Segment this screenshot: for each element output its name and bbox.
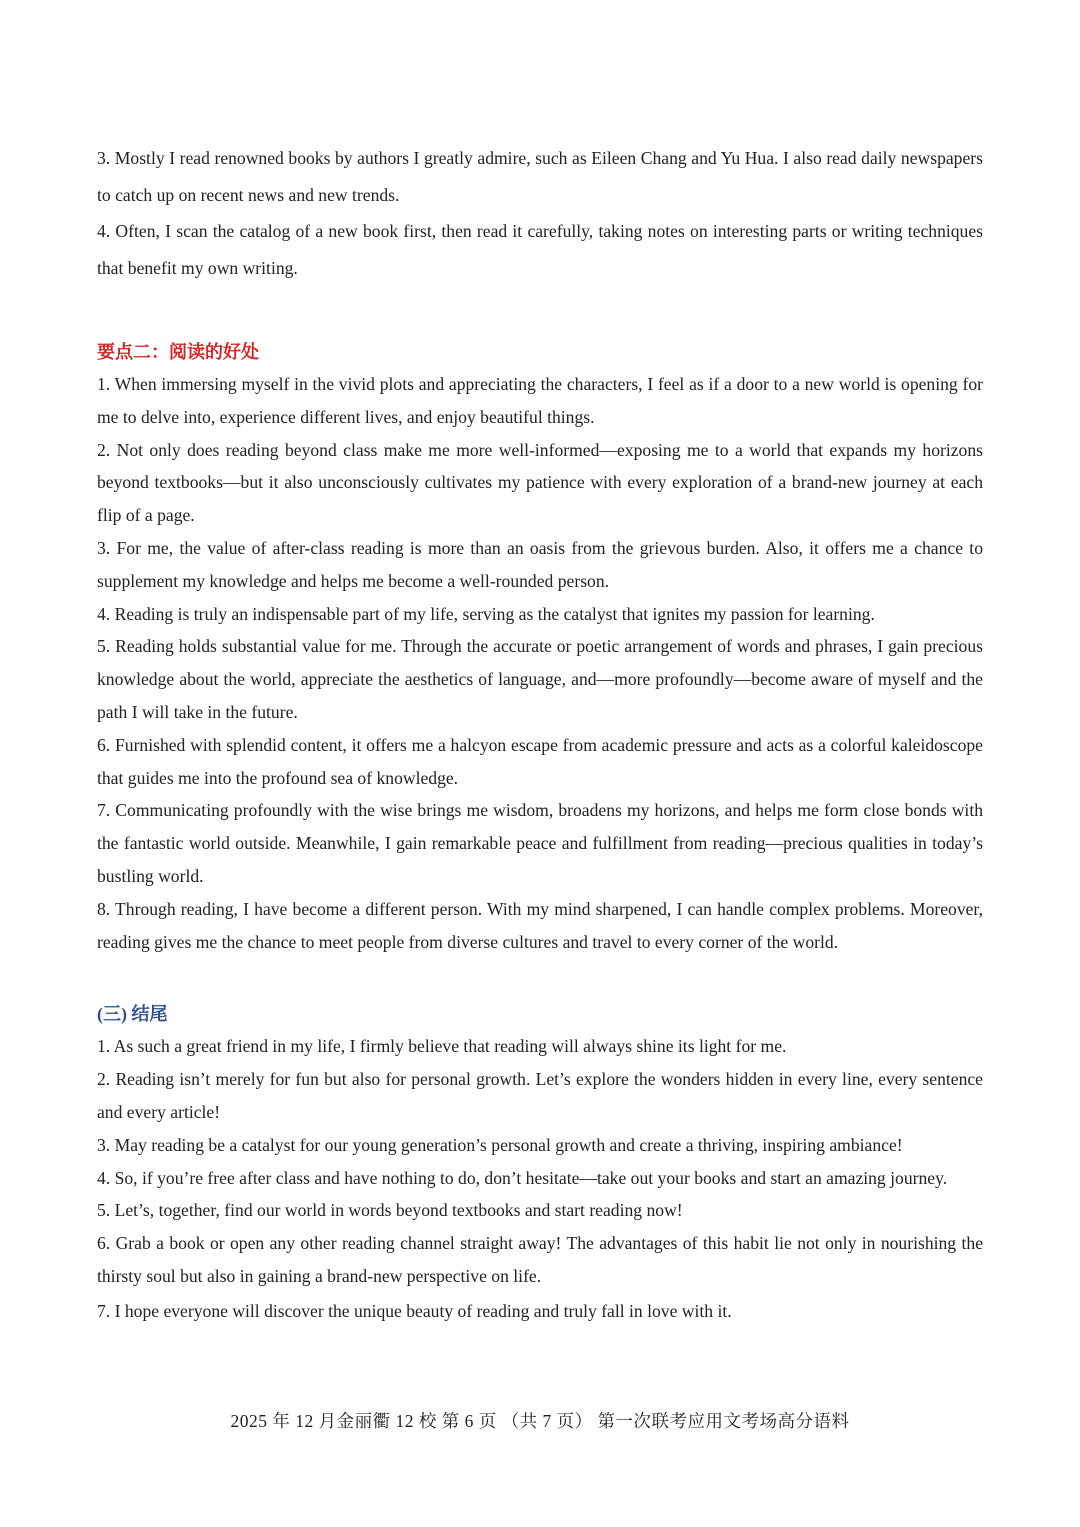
paragraph: 4. Often, I scan the catalog of a new book first, then read it carefully, taking notes on interesting parts or writing techniques that benefit my own writing.: [97, 221, 983, 278]
paragraph: 5. Let’s, together, find our world in words beyond textbooks and start reading now!: [97, 1200, 683, 1221]
paragraph: 8. Through reading, I have become a different person. With my mind sharpened, I can handle complex problems. Moreover, reading gives me the chance to meet people from diverse cultures and travel to every corner of the world.: [97, 898, 983, 952]
paragraph: 7. I hope everyone will discover the unique beauty of reading and truly fall in love with it.: [97, 1300, 732, 1321]
paragraph: 2. Reading isn’t merely for fun but also for personal growth. Let’s explore the wonders hidden in every line, every sentence and every article!: [97, 1069, 983, 1122]
paragraph: 6. Grab a book or open any other reading channel straight away! The advantages of this habit lie not only in nourishing the thirsty soul but also in gaining a brand-new perspective on life.: [97, 1233, 983, 1286]
document-page: [97, 140, 983, 1328]
section-ending: [97, 998, 983, 1327]
paragraph: 3. Mostly I read renowned books by authors I greatly admire, such as Eileen Chang and Yu Hua. I also read daily newspapers to catch up on recent news and new trends.: [97, 148, 983, 205]
section-benefits-of-reading: [97, 336, 983, 958]
paragraph: 4. So, if you’re free after class and have nothing to do, don’t hesitate—take out your books and start an amazing journey.: [97, 1167, 948, 1188]
paragraph: 5. Reading holds substantial value for me. Through the accurate or poetic arrangement of words and phrases, I gain precious knowledge about the world, appreciate the aesthetics of language, and—more profoundly—become aware of myself and the path I will take in the future.: [97, 636, 983, 722]
paragraph: 6. Furnished with splendid content, it offers me a halcyon escape from academic pressure and acts as a colorful kaleidoscope that guides me into the profound sea of knowledge.: [97, 734, 983, 788]
section-heading: 要点二：阅读的好处: [97, 342, 259, 362]
page-footer: 2025 年 12 月金丽衢 12 校 第 6 页 （共 7 页） 第一次联考应用文考场高分语料: [230, 1411, 850, 1431]
paragraph: 7. Communicating profoundly with the wise brings me wisdom, broadens my horizons, and helps me form close bonds with the fantastic world outside. Meanwhile, I gain remarkable peace and fulfillment from reading—precious qualities in today’s bustling world.: [97, 800, 983, 886]
section-heading: (三) 结尾: [97, 1004, 168, 1025]
paragraph: 4. Reading is truly an indispensable part of my life, serving as the catalyst that ignites my passion for learning.: [97, 603, 875, 624]
paragraph: 1. When immersing myself in the vivid plots and appreciating the characters, I feel as if a door to a new world is opening for me to delve into, experience different lives, and enjoy beautiful things.: [97, 374, 983, 427]
section-reading-habits-continued: [97, 140, 983, 286]
paragraph: 1. As such a great friend in my life, I firmly believe that reading will always shine its light for me.: [97, 1036, 787, 1057]
paragraph: 2. Not only does reading beyond class make me more well-informed—exposing me to a world that expands my horizons beyond textbooks—but it also unconsciously cultivates my patience with every exploration of a brand-new journey at each flip of a page.: [97, 439, 983, 526]
paragraph: 3. For me, the value of after-class reading is more than an oasis from the grievous burden. Also, it offers me a chance to supplement my knowledge and helps me become a well-rounded person.: [97, 537, 983, 591]
paragraph: 3. May reading be a catalyst for our young generation’s personal growth and create a thriving, inspiring ambiance!: [97, 1134, 903, 1155]
